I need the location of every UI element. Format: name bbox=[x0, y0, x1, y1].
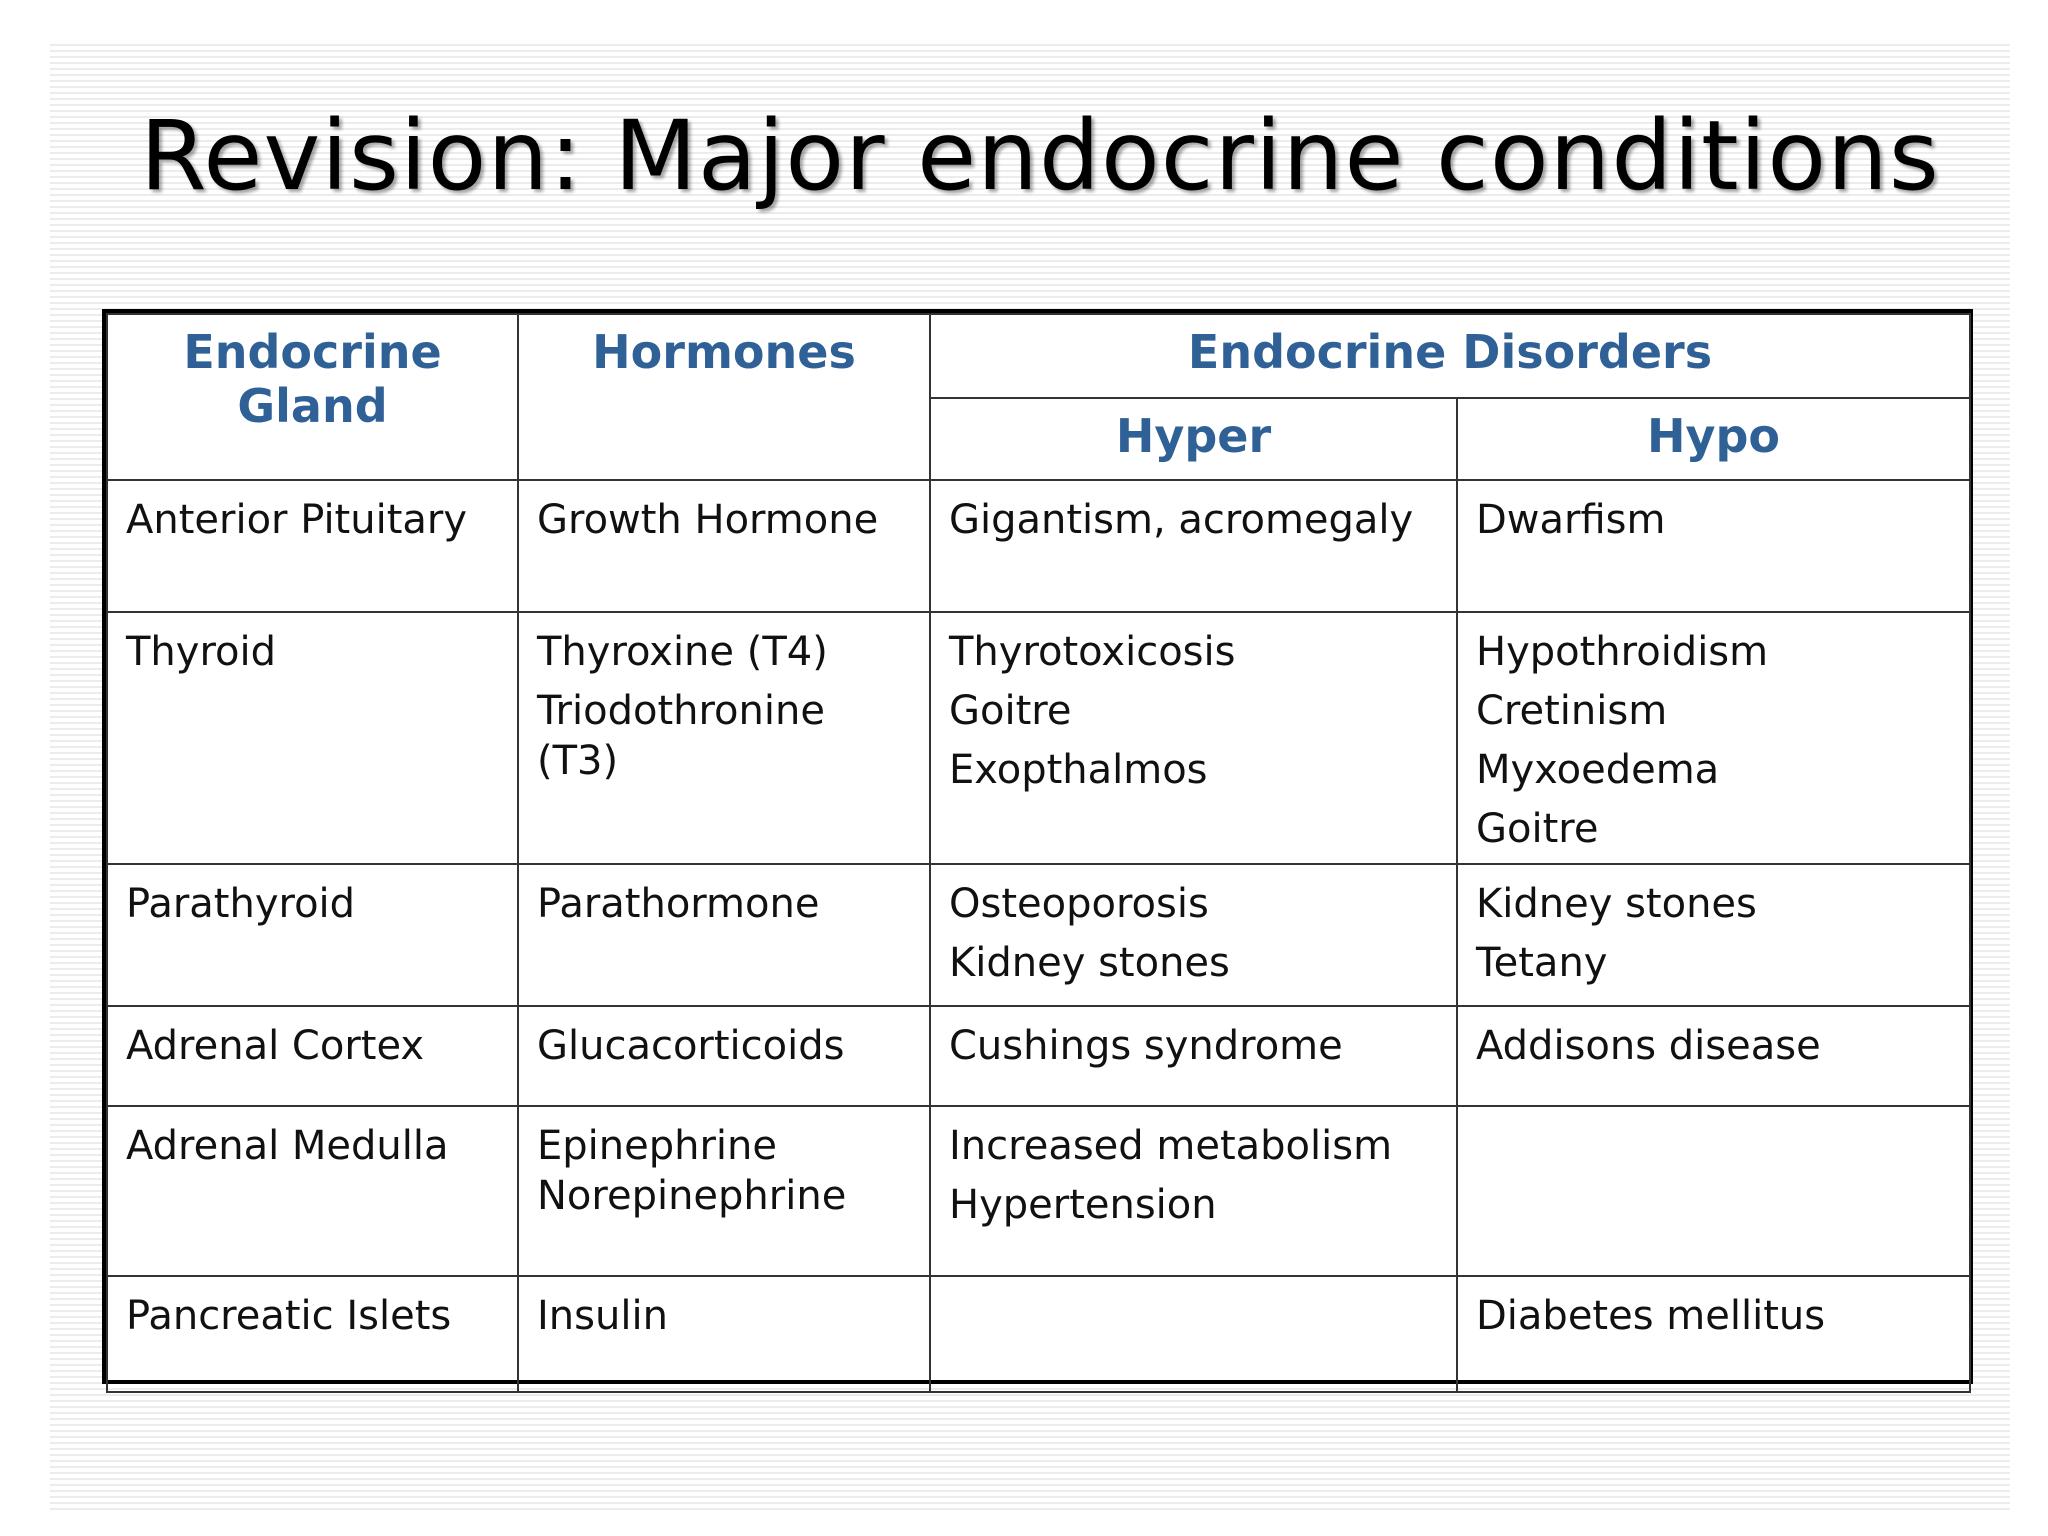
hypo-item: Myxoedema bbox=[1476, 747, 1720, 793]
hormone-item: Insulin bbox=[537, 1293, 668, 1339]
hypo-cell bbox=[1457, 1006, 1970, 1106]
gland-name: Parathyroid bbox=[126, 881, 356, 927]
hypo-item: Tetany bbox=[1476, 940, 1608, 986]
table-row bbox=[107, 480, 1970, 612]
hormones-cell bbox=[518, 612, 930, 864]
hypo-item: Addisons disease bbox=[1476, 1023, 1821, 1069]
gland-cell bbox=[107, 612, 518, 864]
gland-cell bbox=[107, 1276, 518, 1392]
gland-cell bbox=[107, 1106, 518, 1276]
table-row bbox=[107, 612, 1970, 864]
hyper-item: Osteoporosis bbox=[949, 881, 1209, 927]
hyper-cell bbox=[930, 864, 1457, 1006]
slide-title: Revision: Major endocrine conditions bbox=[140, 100, 1940, 212]
hormone-item: Glucacorticoids bbox=[537, 1023, 845, 1069]
table-row bbox=[107, 1276, 1970, 1392]
table-body bbox=[107, 480, 1970, 1392]
table bbox=[106, 313, 1971, 1393]
hyper-item: Cushings syndrome bbox=[949, 1023, 1343, 1069]
gland-name: Anterior Pituitary bbox=[126, 497, 468, 543]
endocrine-conditions-table bbox=[102, 309, 1973, 1384]
hormones-cell bbox=[518, 864, 930, 1006]
hypo-cell bbox=[1457, 1106, 1970, 1276]
hormones-cell bbox=[518, 480, 930, 612]
hyper-cell bbox=[930, 612, 1457, 864]
hyper-cell bbox=[930, 1006, 1457, 1106]
hypo-cell bbox=[1457, 612, 1970, 864]
hypo-cell bbox=[1457, 480, 1970, 612]
table-header bbox=[107, 314, 1970, 480]
hypo-item: Hypothroidism bbox=[1476, 629, 1769, 675]
hyper-item: Gigantism, acromegaly bbox=[949, 497, 1414, 543]
hormones-cell bbox=[518, 1276, 930, 1392]
header-hyper: Hyper bbox=[930, 398, 1457, 480]
table-row bbox=[107, 1006, 1970, 1106]
hormone-item: Norepinephrine bbox=[537, 1173, 847, 1219]
header-row-top bbox=[107, 314, 1970, 398]
hormone-item: Parathormone bbox=[537, 881, 820, 927]
gland-name: Adrenal Medulla bbox=[126, 1123, 449, 1169]
hypo-item: Diabetes mellitus bbox=[1476, 1293, 1826, 1339]
hyper-item: Hypertension bbox=[949, 1182, 1217, 1228]
hyper-cell bbox=[930, 1276, 1457, 1392]
hypo-item: Dwarfism bbox=[1476, 497, 1666, 543]
hyper-item: Increased metabolism bbox=[949, 1123, 1393, 1169]
hypo-item: Goitre bbox=[1476, 806, 1599, 852]
hypo-item: Kidney stones bbox=[1476, 881, 1757, 927]
gland-cell bbox=[107, 480, 518, 612]
hormones-cell bbox=[518, 1106, 930, 1276]
header-endocrine-disorders: Endocrine Disorders bbox=[930, 314, 1970, 398]
hypo-cell bbox=[1457, 1276, 1970, 1392]
hyper-cell bbox=[930, 480, 1457, 612]
hormone-item: Epinephrine bbox=[537, 1123, 777, 1169]
gland-name: Pancreatic Islets bbox=[126, 1293, 452, 1339]
hyper-item: Kidney stones bbox=[949, 940, 1230, 986]
table-row bbox=[107, 864, 1970, 1006]
header-endocrine-gland: Endocrine Gland bbox=[107, 314, 518, 480]
gland-cell bbox=[107, 1006, 518, 1106]
hypo-item: Cretinism bbox=[1476, 688, 1668, 734]
header-hypo: Hypo bbox=[1457, 398, 1970, 480]
header-hormones: Hormones bbox=[518, 314, 930, 480]
gland-name: Adrenal Cortex bbox=[126, 1023, 425, 1069]
hypo-cell bbox=[1457, 864, 1970, 1006]
hyper-item: Goitre bbox=[949, 688, 1072, 734]
gland-name: Thyroid bbox=[126, 629, 276, 675]
hormone-item: Thyroxine (T4) bbox=[537, 629, 828, 675]
hyper-item: Thyrotoxicosis bbox=[949, 629, 1236, 675]
gland-cell bbox=[107, 864, 518, 1006]
table-row bbox=[107, 1106, 1970, 1276]
hyper-item: Exopthalmos bbox=[949, 747, 1208, 793]
hormone-item: Triodothronine (T3) bbox=[537, 688, 825, 784]
hormones-cell bbox=[518, 1006, 930, 1106]
hormone-item: Growth Hormone bbox=[537, 497, 879, 543]
hyper-cell bbox=[930, 1106, 1457, 1276]
